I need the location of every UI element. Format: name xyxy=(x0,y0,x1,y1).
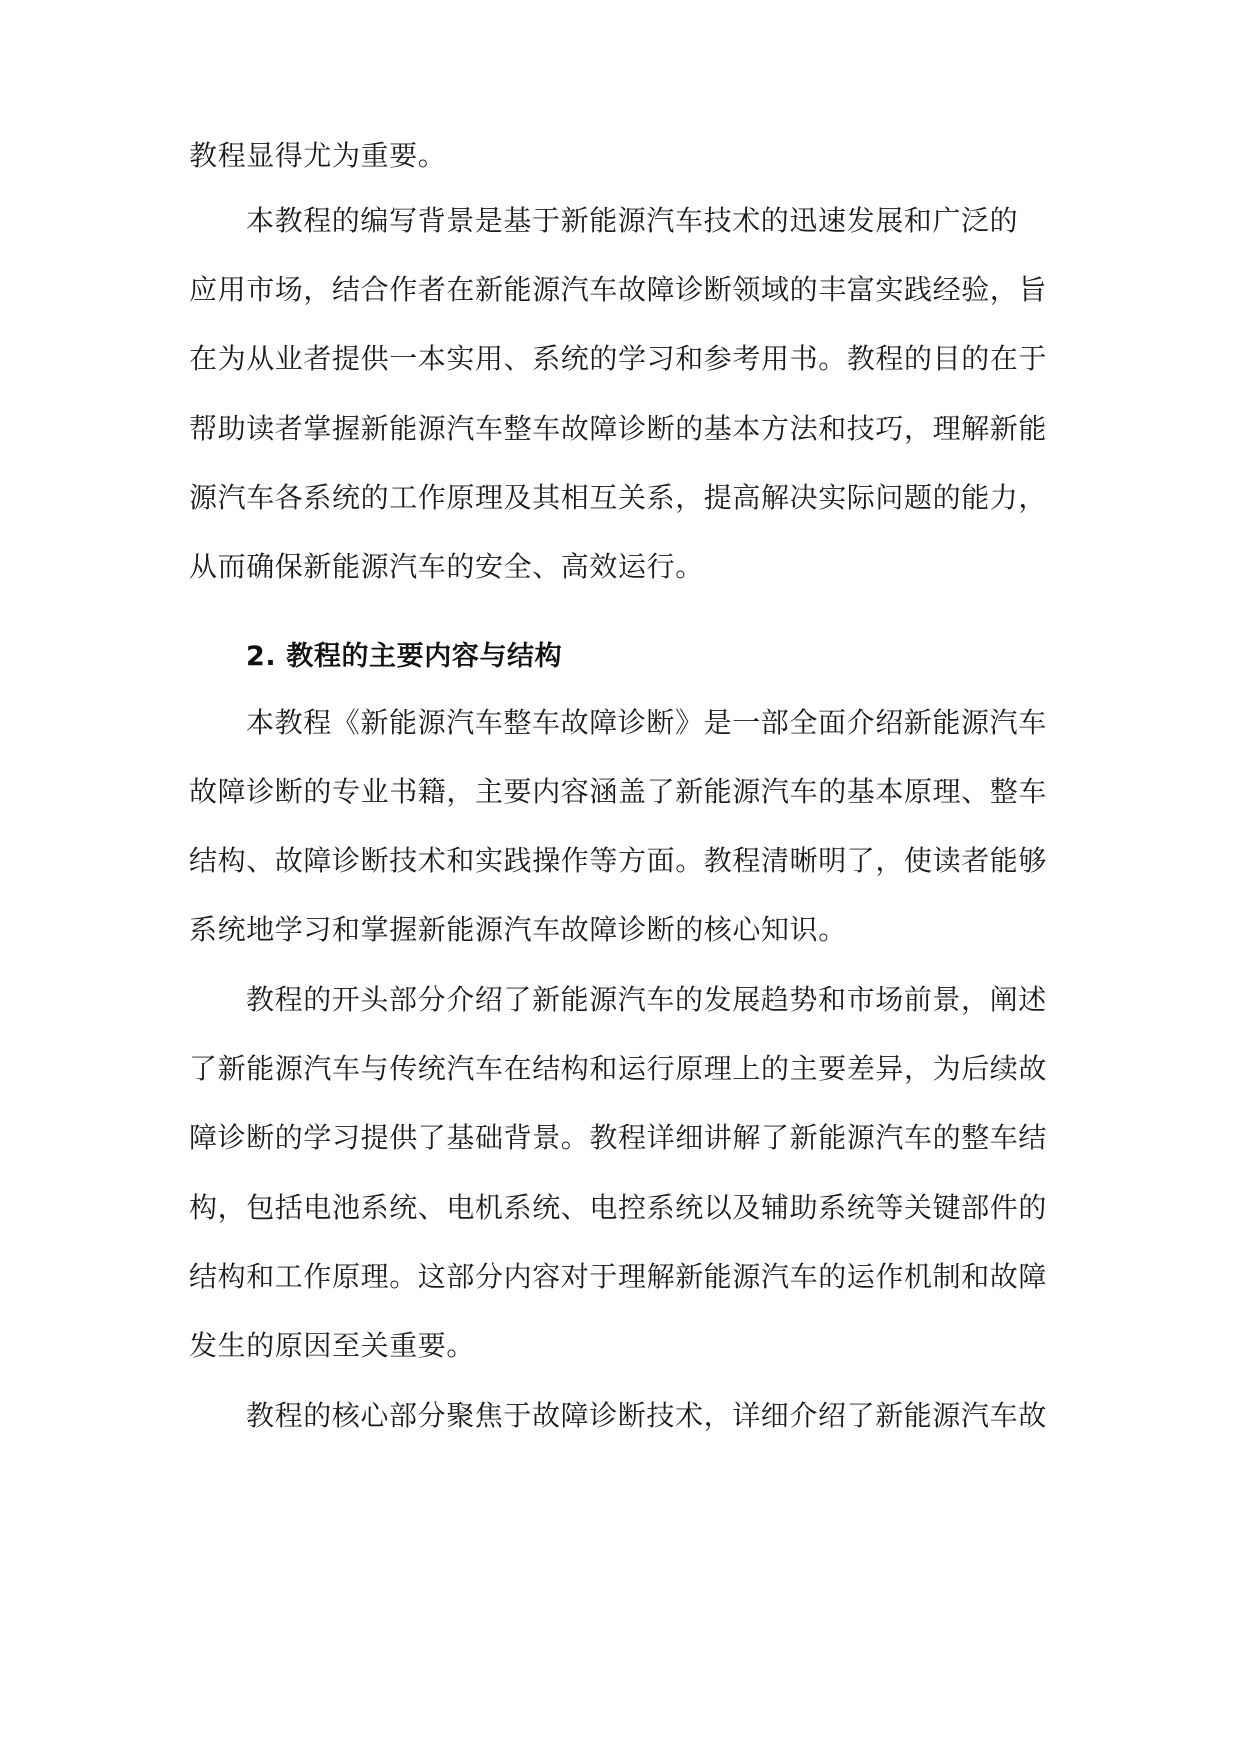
text-line: 教程的核心部分聚焦于故障诊断技术，详细介绍了新能源汽车故 xyxy=(246,1399,1047,1432)
text-line: 结构和工作原理。这部分内容对于理解新能源汽车的运作机制和故障 xyxy=(189,1260,1048,1293)
text-line: 教程的开头部分介绍了新能源汽车的发展趋势和市场前景，阐述 xyxy=(246,983,1047,1016)
text-line: 从而确保新能源汽车的安全、高效运行。 xyxy=(189,550,704,583)
text-line: 故障诊断的专业书籍，主要内容涵盖了新能源汽车的基本原理、整车 xyxy=(189,775,1048,808)
text-line: 了新能源汽车与传统汽车在结构和运行原理上的主要差异，为后续故 xyxy=(189,1052,1048,1085)
text-line: 障诊断的学习提供了基础背景。教程详细讲解了新能源汽车的整车结 xyxy=(189,1121,1048,1154)
text-line: 应用市场，结合作者在新能源汽车故障诊断领域的丰富实践经验，旨 xyxy=(189,273,1048,306)
text-line: 源汽车各系统的工作原理及其相互关系，提高解决实际问题的能力， xyxy=(189,481,1048,514)
section-heading: 2. 教程的主要内容与结构 xyxy=(246,641,563,672)
text-line: 教程显得尤为重要。 xyxy=(189,139,447,172)
text-line: 在为从业者提供一本实用、系统的学习和参考用书。教程的目的在于 xyxy=(189,342,1048,375)
text-line: 结构、故障诊断技术和实践操作等方面。教程清晰明了，使读者能够 xyxy=(189,844,1048,877)
text-line: 系统地学习和掌握新能源汽车故障诊断的核心知识。 xyxy=(189,913,847,946)
text-line: 本教程《新能源汽车整车故障诊断》是一部全面介绍新能源汽车 xyxy=(246,706,1047,739)
text-line: 构，包括电池系统、电机系统、电控系统以及辅助系统等关键部件的 xyxy=(189,1191,1048,1224)
text-line: 发生的原因至关重要。 xyxy=(189,1329,476,1362)
text-line: 本教程的编写背景是基于新能源汽车技术的迅速发展和广泛的 xyxy=(246,204,1019,237)
text-line: 帮助读者掌握新能源汽车整车故障诊断的基本方法和技巧，理解新能 xyxy=(189,412,1048,445)
